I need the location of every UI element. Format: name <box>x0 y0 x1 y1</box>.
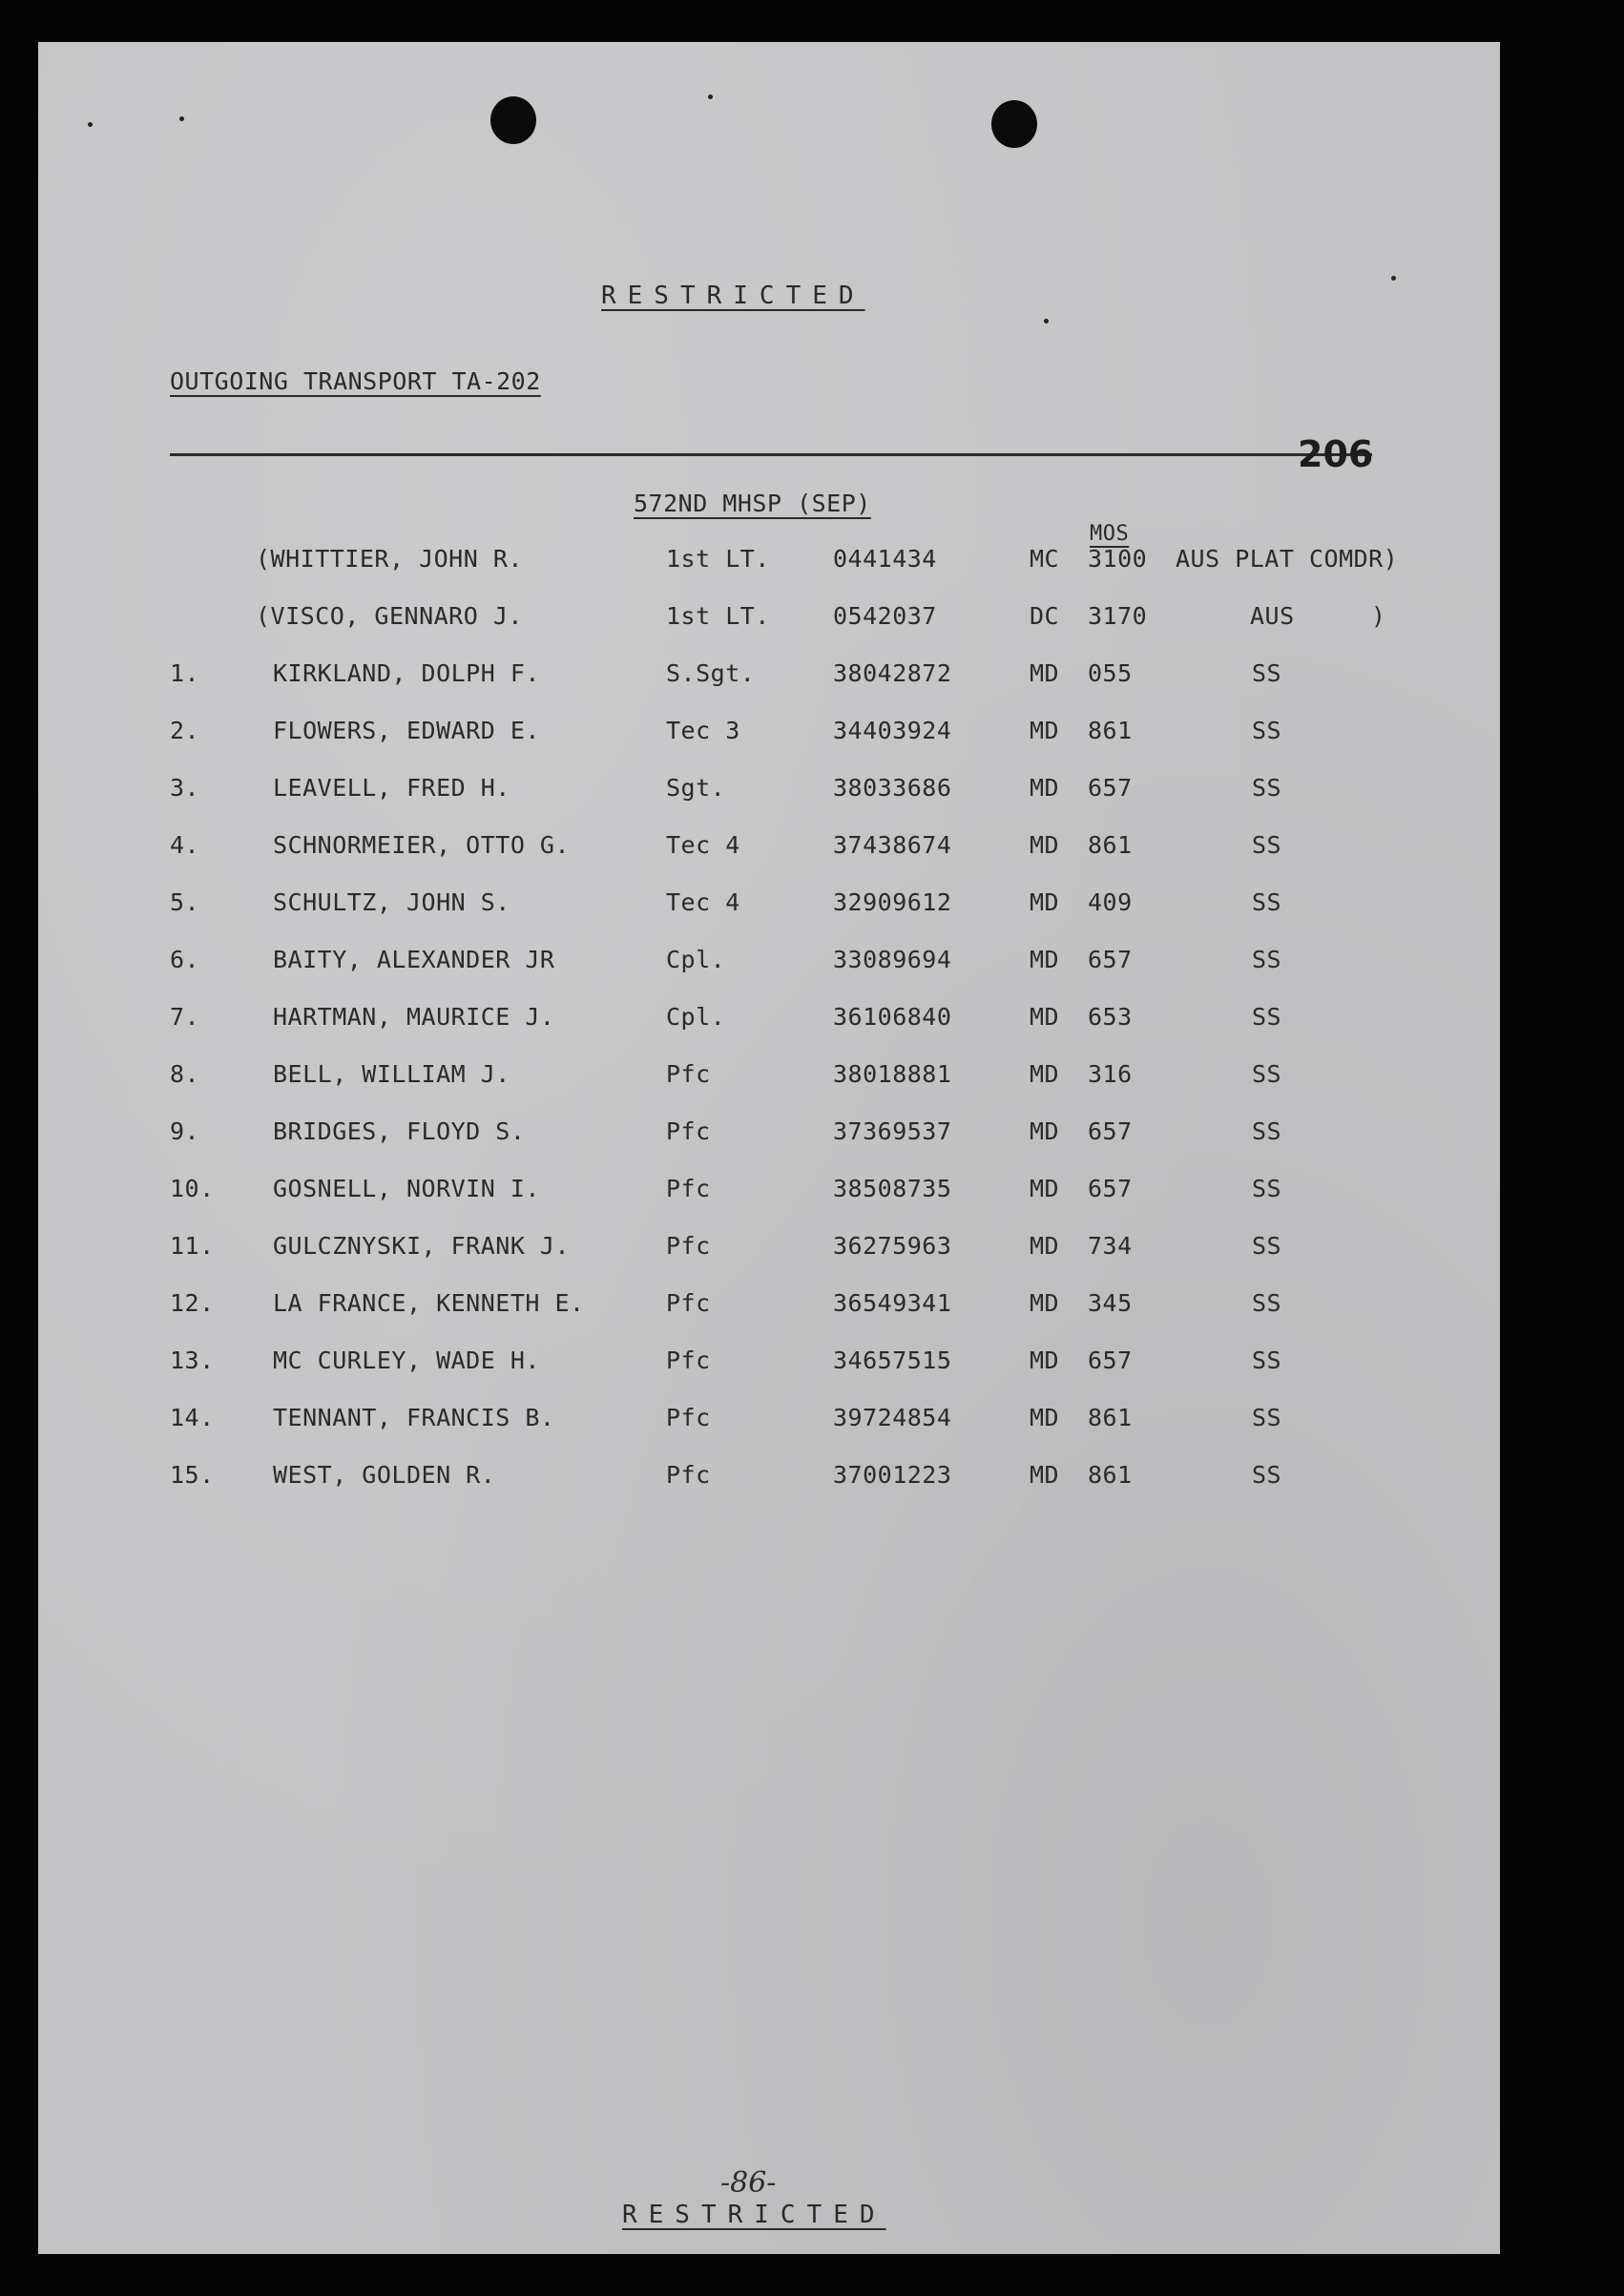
soldier-serial: 33089694 <box>833 946 952 973</box>
officer-rank: 1st LT. <box>666 602 770 630</box>
row-number: 7. <box>170 1003 200 1031</box>
soldier-rank: Pfc <box>666 1117 711 1145</box>
soldier-mos: 657 <box>1088 1117 1133 1145</box>
soldier-serial: 37438674 <box>833 831 952 859</box>
officer-serial: 0441434 <box>833 545 937 573</box>
row-number: 9. <box>170 1117 200 1145</box>
soldier-status: SS <box>1252 888 1282 916</box>
officer-mos: 3100 <box>1088 545 1148 573</box>
soldier-status: SS <box>1252 1003 1282 1031</box>
soldier-branch: MD <box>1030 1404 1060 1431</box>
soldier-serial: 38018881 <box>833 1060 952 1088</box>
soldier-rank: Tec 3 <box>666 717 740 744</box>
soldier-branch: MD <box>1030 1175 1060 1202</box>
soldier-branch: MD <box>1030 774 1060 802</box>
soldier-status: SS <box>1252 774 1282 802</box>
soldier-rank: Pfc <box>666 1232 711 1260</box>
soldier-mos: 734 <box>1088 1232 1133 1260</box>
soldier-name: KIRKLAND, DOLPH F. <box>273 659 540 687</box>
transport-title: OUTGOING TRANSPORT TA-202 <box>170 367 541 395</box>
soldier-serial: 37369537 <box>833 1117 952 1145</box>
row-number: 8. <box>170 1060 200 1088</box>
soldier-mos: 657 <box>1088 1175 1133 1202</box>
soldier-status: SS <box>1252 1117 1282 1145</box>
soldier-name: MC CURLEY, WADE H. <box>273 1346 540 1374</box>
soldier-status: SS <box>1252 717 1282 744</box>
soldier-serial: 36549341 <box>833 1289 952 1317</box>
soldier-name: WEST, GOLDEN R. <box>273 1461 496 1489</box>
soldier-branch: MD <box>1030 946 1060 973</box>
soldier-branch: MD <box>1030 659 1060 687</box>
soldier-mos: 861 <box>1088 1404 1133 1431</box>
speck <box>88 122 93 127</box>
soldier-status: SS <box>1252 1461 1282 1489</box>
mos-label: MOS <box>1090 522 1130 546</box>
handwritten-page-number: -86- <box>720 2166 777 2200</box>
row-number: 6. <box>170 946 200 973</box>
punch-hole <box>490 96 536 144</box>
soldier-mos: 345 <box>1088 1289 1133 1317</box>
soldier-name: HARTMAN, MAURICE J. <box>273 1003 555 1031</box>
soldier-branch: MD <box>1030 1060 1060 1088</box>
soldier-name: TENNANT, FRANCIS B. <box>273 1404 555 1431</box>
soldier-rank: Cpl. <box>666 1003 726 1031</box>
speck <box>1044 319 1049 324</box>
soldier-status: SS <box>1252 1346 1282 1374</box>
soldier-status: SS <box>1252 946 1282 973</box>
soldier-mos: 657 <box>1088 1346 1133 1374</box>
soldier-rank: Pfc <box>666 1346 711 1374</box>
soldier-name: LA FRANCE, KENNETH E. <box>273 1289 585 1317</box>
soldier-status: SS <box>1252 1060 1282 1088</box>
row-number: 14. <box>170 1404 215 1431</box>
soldier-serial: 38033686 <box>833 774 952 802</box>
soldier-mos: 657 <box>1088 774 1133 802</box>
soldier-mos: 055 <box>1088 659 1133 687</box>
soldier-serial: 36275963 <box>833 1232 952 1260</box>
soldier-mos: 861 <box>1088 1461 1133 1489</box>
speck <box>179 116 184 121</box>
soldier-serial: 32909612 <box>833 888 952 916</box>
row-number: 13. <box>170 1346 215 1374</box>
soldier-name: LEAVELL, FRED H. <box>273 774 510 802</box>
row-number: 11. <box>170 1232 215 1260</box>
soldier-name: BRIDGES, FLOYD S. <box>273 1117 526 1145</box>
soldier-branch: MD <box>1030 1117 1060 1145</box>
soldier-rank: Pfc <box>666 1404 711 1431</box>
soldier-status: SS <box>1252 659 1282 687</box>
soldier-serial: 36106840 <box>833 1003 952 1031</box>
officer-rank: 1st LT. <box>666 545 770 573</box>
speck <box>1391 276 1396 281</box>
soldier-branch: MD <box>1030 1346 1060 1374</box>
soldier-rank: Sgt. <box>666 774 726 802</box>
page-number-stamp: 206 <box>1298 433 1374 475</box>
header-rule <box>170 453 1372 456</box>
row-number: 3. <box>170 774 200 802</box>
classification-bottom: RESTRICTED <box>622 2201 886 2229</box>
soldier-mos: 409 <box>1088 888 1133 916</box>
soldier-mos: 316 <box>1088 1060 1133 1088</box>
soldier-serial: 34657515 <box>833 1346 952 1374</box>
row-number: 10. <box>170 1175 215 1202</box>
soldier-rank: Pfc <box>666 1060 711 1088</box>
soldier-rank: Pfc <box>666 1461 711 1489</box>
soldier-name: FLOWERS, EDWARD E. <box>273 717 540 744</box>
soldier-branch: MD <box>1030 1003 1060 1031</box>
classification-top: RESTRICTED <box>601 282 865 310</box>
soldier-branch: MD <box>1030 717 1060 744</box>
soldier-name: SCHNORMEIER, OTTO G. <box>273 831 571 859</box>
soldier-rank: S.Sgt. <box>666 659 756 687</box>
soldier-mos: 657 <box>1088 946 1133 973</box>
soldier-serial: 39724854 <box>833 1404 952 1431</box>
soldier-rank: Pfc <box>666 1175 711 1202</box>
officer-note: AUS PLAT COMDR) <box>1176 545 1399 573</box>
soldier-branch: MD <box>1030 888 1060 916</box>
soldier-status: SS <box>1252 831 1282 859</box>
officer-mos: 3170 <box>1088 602 1148 630</box>
soldier-mos: 653 <box>1088 1003 1133 1031</box>
soldier-rank: Cpl. <box>666 946 726 973</box>
row-number: 1. <box>170 659 200 687</box>
soldier-rank: Tec 4 <box>666 888 740 916</box>
officer-name: (WHITTIER, JOHN R. <box>256 545 523 573</box>
soldier-serial: 34403924 <box>833 717 952 744</box>
officer-name: (VISCO, GENNARO J. <box>256 602 523 630</box>
soldier-branch: MD <box>1030 831 1060 859</box>
soldier-status: SS <box>1252 1232 1282 1260</box>
row-number: 12. <box>170 1289 215 1317</box>
soldier-branch: MD <box>1030 1232 1060 1260</box>
officer-close-paren: ) <box>1371 602 1386 630</box>
officer-branch: DC <box>1030 602 1060 630</box>
document-page <box>38 42 1500 2254</box>
soldier-serial: 38508735 <box>833 1175 952 1202</box>
soldier-rank: Tec 4 <box>666 831 740 859</box>
row-number: 15. <box>170 1461 215 1489</box>
soldier-branch: MD <box>1030 1461 1060 1489</box>
officer-component: AUS <box>1250 602 1295 630</box>
officer-serial: 0542037 <box>833 602 937 630</box>
soldier-serial: 38042872 <box>833 659 952 687</box>
soldier-name: GOSNELL, NORVIN I. <box>273 1175 540 1202</box>
unit-title: 572ND MHSP (SEP) <box>634 490 871 517</box>
soldier-status: SS <box>1252 1175 1282 1202</box>
soldier-mos: 861 <box>1088 717 1133 744</box>
punch-hole <box>991 100 1037 148</box>
speck <box>708 94 713 99</box>
soldier-branch: MD <box>1030 1289 1060 1317</box>
officer-branch: MC <box>1030 545 1060 573</box>
soldier-status: SS <box>1252 1404 1282 1431</box>
row-number: 4. <box>170 831 200 859</box>
soldier-serial: 37001223 <box>833 1461 952 1489</box>
soldier-name: BELL, WILLIAM J. <box>273 1060 510 1088</box>
soldier-mos: 861 <box>1088 831 1133 859</box>
row-number: 2. <box>170 717 200 744</box>
soldier-name: BAITY, ALEXANDER JR <box>273 946 555 973</box>
soldier-status: SS <box>1252 1289 1282 1317</box>
soldier-rank: Pfc <box>666 1289 711 1317</box>
row-number: 5. <box>170 888 200 916</box>
soldier-name: SCHULTZ, JOHN S. <box>273 888 510 916</box>
soldier-name: GULCZNYSKI, FRANK J. <box>273 1232 571 1260</box>
